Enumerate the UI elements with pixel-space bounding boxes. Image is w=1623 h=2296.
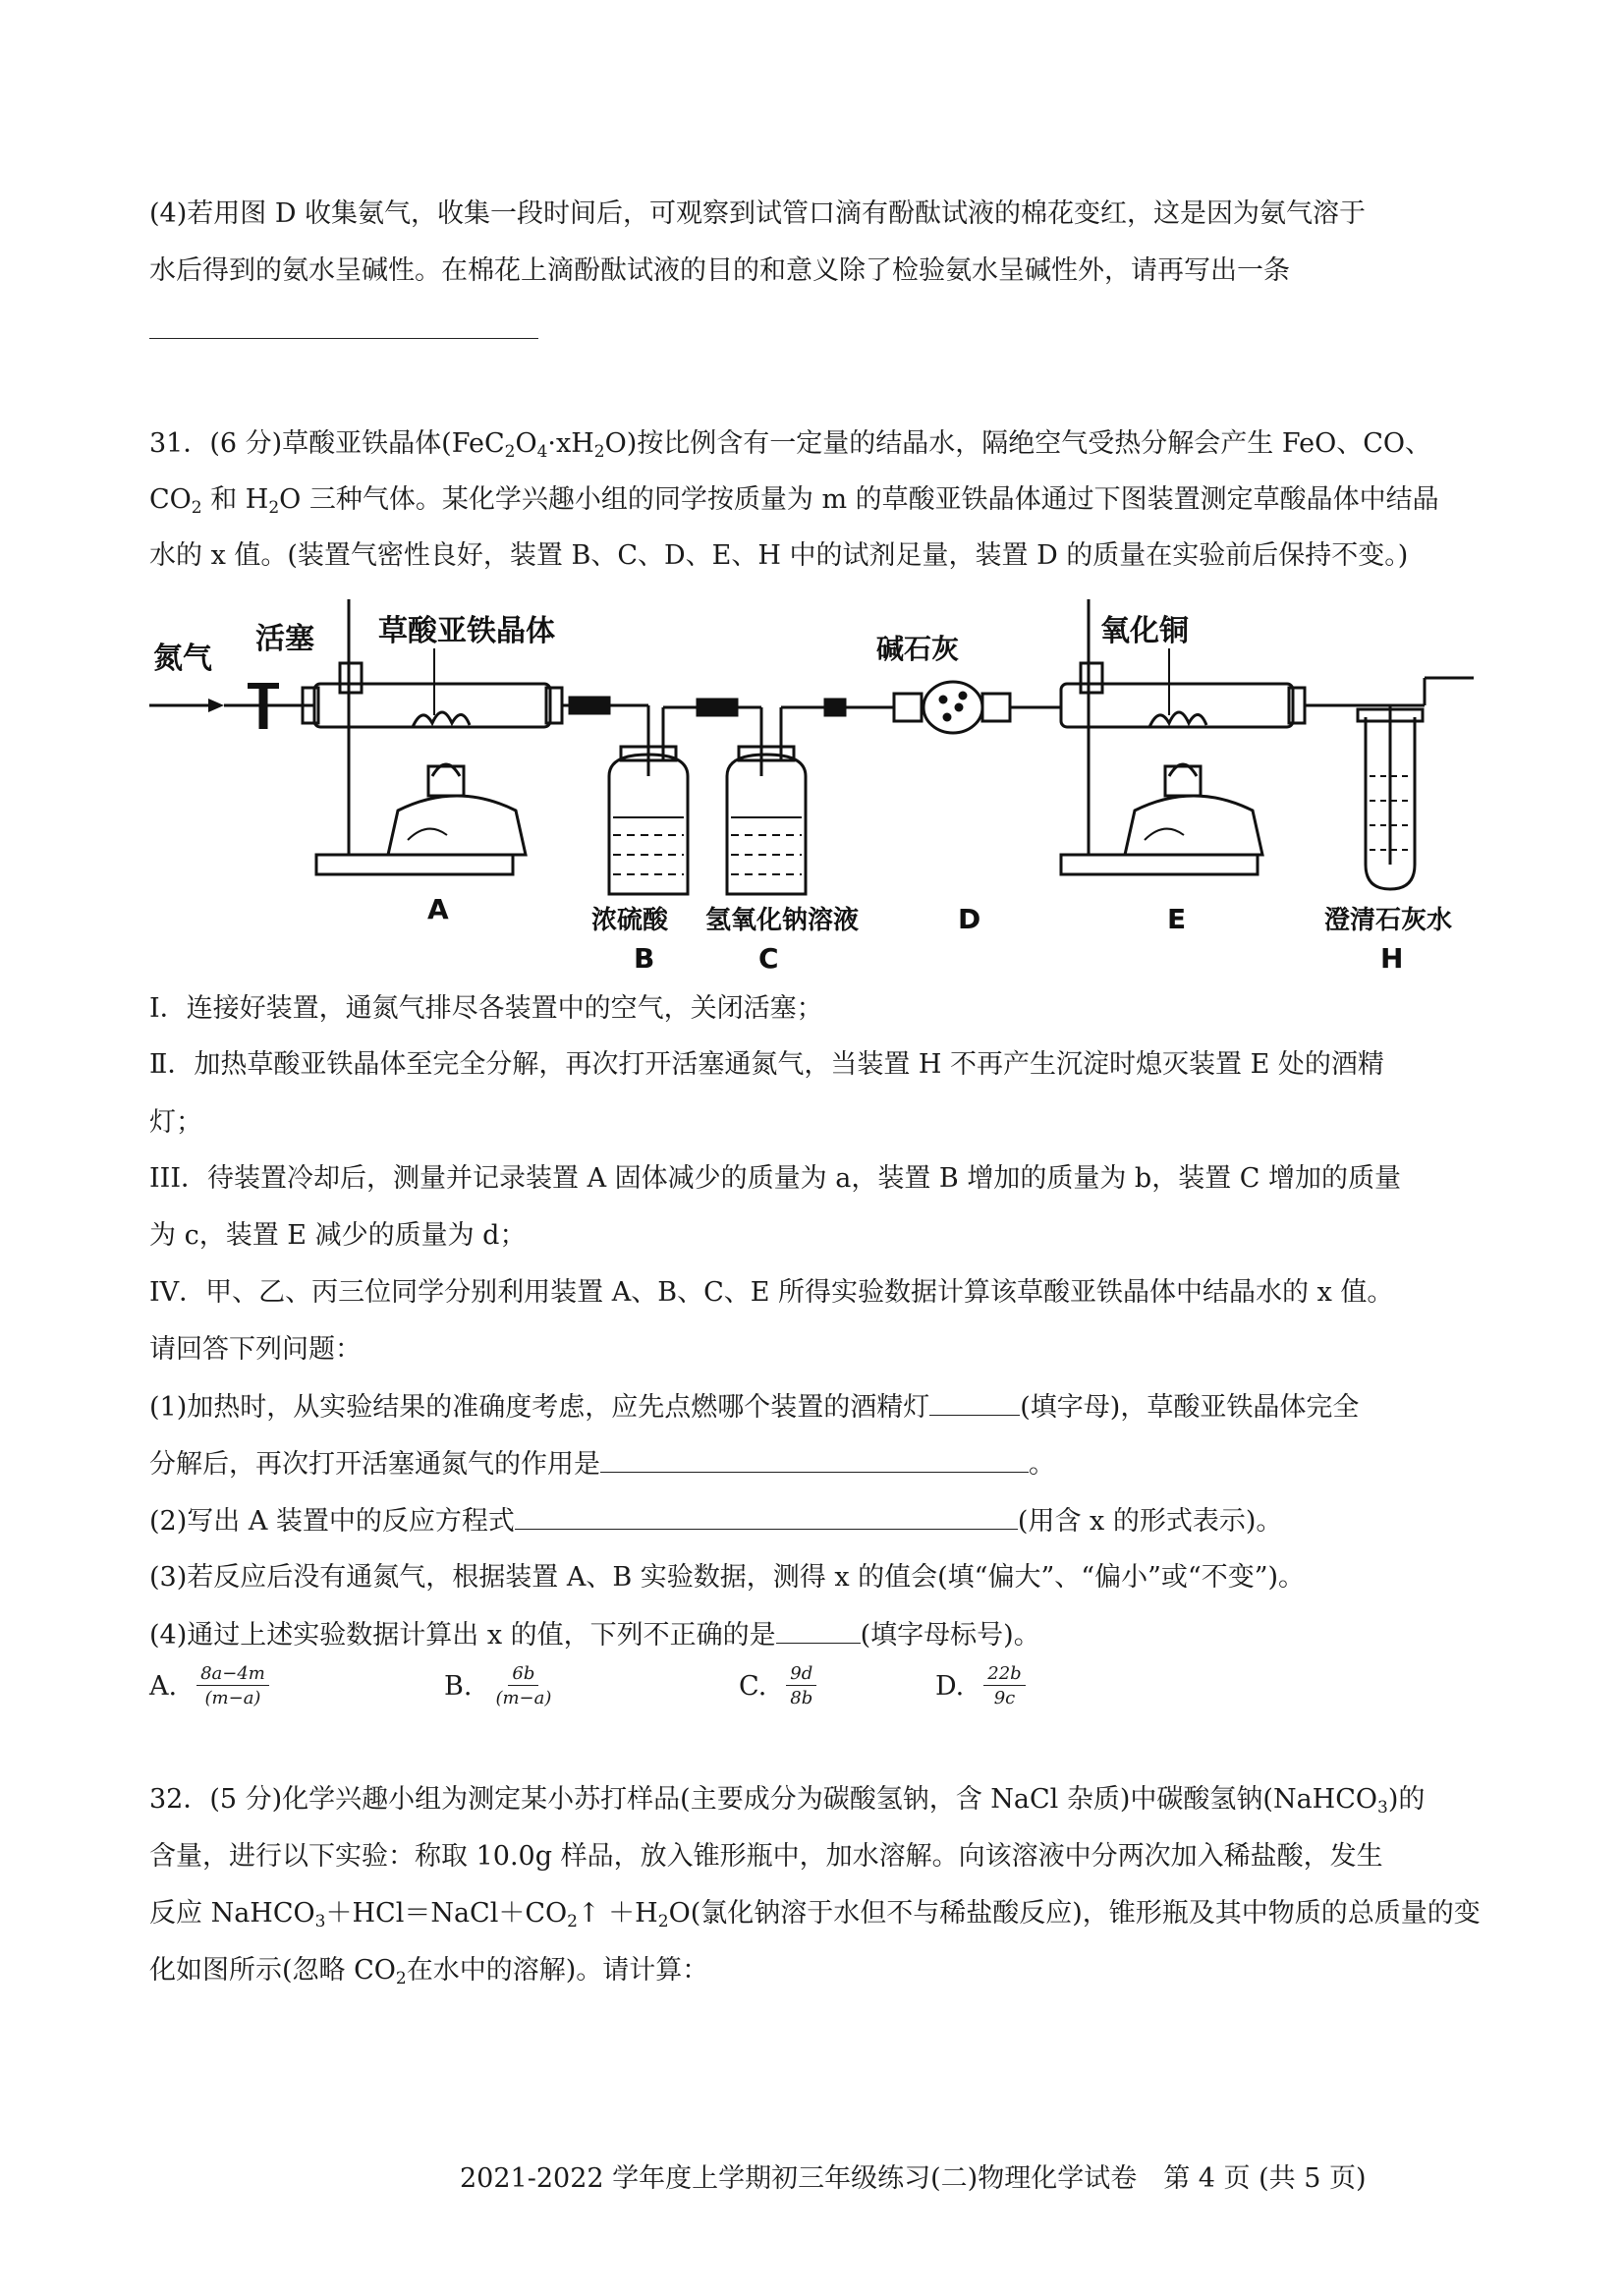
option-a[interactable]: A. $\frac{8a-4m}{(m-a)}$ — [149, 1663, 269, 1708]
option-d-fraction: $\frac{22b}{9c}$ — [983, 1663, 1025, 1708]
option-b-fraction: $\frac{6b}{(m-a)}$ — [495, 1663, 552, 1708]
q31-intro-line3: 水的 x 值。(装置气密性良好，装置 B、C、D、E、H 中的试剂足量，装置 D 的质量在实验前后保持不变。) — [149, 540, 1409, 571]
q31-step4: IV．甲、乙、丙三位同学分别利用装置 A、B、C、E 所得实验数据计算该草酸亚铁晶体中结晶水的 x 值。 — [149, 1277, 1394, 1308]
label-A: A — [427, 893, 449, 925]
option-b[interactable]: B. $\frac{6b}{(m-a)}$ — [444, 1663, 555, 1708]
q30-part4-line1: (4)若用图 D 收集氨气，收集一段时间后，可观察到试管口滴有酚酞试液的棉花变红，这是因为氨气溶于 — [149, 198, 1367, 229]
q31-part2-blank[interactable] — [515, 1507, 1018, 1530]
label-naoh: 氢氧化钠溶液 — [705, 906, 860, 935]
option-c-fraction: $\frac{9d}{8b}$ — [786, 1663, 816, 1708]
q32-line3: 反应 $NaHCO_3+HCl=NaCl+CO_2↑ +H_2O$(氯化钠溶于水但不与稀盐酸反应)，锥形瓶及其中物质的总质量的变 — [149, 1898, 1481, 1932]
q30-answer-blank[interactable] — [149, 316, 538, 344]
label-H: H — [1380, 942, 1404, 973]
q31-intro-line2: $CO_2$ 和 $H_2O$ 三种气体。某化学兴趣小组的同学按质量为 m 的草酸亚铁晶体通过下图装置测定草酸晶体中结晶 — [149, 484, 1439, 518]
q31-part2: (2)写出 A 装置中的反应方程式 (用含 x 的形式表示)。 — [149, 1506, 1283, 1537]
apparatus-diagram — [147, 589, 1483, 973]
q31-part1-line1: (1)加热时，从实验结果的准确度考虑，应先点燃哪个装置的酒精灯 (填字母)，草酸亚铁晶体完全 — [149, 1392, 1360, 1423]
q32-line1: 32．(5 分)化学兴趣小组为测定某小苏打样品(主要成分为碳酸氢钠，含 NaCl 杂质)中碳酸氢钠(NaHCO$_3$)的 — [149, 1784, 1426, 1818]
q31-part4: (4)通过上述实验数据计算出 x 的值，下列不正确的是 (填字母标号)。 — [149, 1620, 1040, 1651]
q32-line4: 化如图所示(忽略 $CO_2$在水中的溶解)。请计算： — [149, 1955, 709, 1988]
label-limewater: 澄清石灰水 — [1324, 906, 1453, 935]
option-c[interactable]: C. $\frac{9d}{8b}$ — [739, 1663, 816, 1708]
label-D: D — [958, 903, 981, 935]
q31-part1-line2: 分解后，再次打开活塞通氮气的作用是 。 — [149, 1449, 1055, 1480]
label-stopcock: 活塞 — [255, 622, 314, 656]
label-E: E — [1167, 903, 1187, 935]
q32-line2: 含量，进行以下实验：称取 10.0g 样品，放入锥形瓶中，加水溶解。向该溶液中分两次加入稀盐酸，发生 — [149, 1841, 1383, 1872]
q31-part3: (3)若反应后没有通氮气，根据装置 A、B 实验数据，测得 x 的值会(填“偏大”、“偏小”或“不变”)。 — [149, 1562, 1306, 1593]
q31-step1: Ⅰ．连接好装置，通氮气排尽各装置中的空气，关闭活塞； — [149, 993, 823, 1024]
label-cuo: 氧化铜 — [1100, 614, 1189, 648]
label-C: C — [758, 942, 779, 973]
label-B: B — [634, 942, 655, 973]
q31-step2-line1: Ⅱ．加热草酸亚铁晶体至完全分解，再次打开活塞通氮气，当装置 H 不再产生沉淀时熄灭装置 E 处的酒精 — [149, 1049, 1384, 1080]
label-sodalime: 碱石灰 — [876, 633, 960, 665]
q31-ask: 请回答下列问题： — [149, 1334, 362, 1365]
q30-part4-line2: 水后得到的氨水呈碱性。在棉花上滴酚酞试液的目的和意义除了检验氨水呈碱性外，请再写出一条 — [149, 255, 1290, 286]
q31-part4-blank[interactable] — [776, 1621, 861, 1644]
q31-intro-line1: 31．(6 分)草酸亚铁晶体$(FeC_2O_4\cdot xH_2O)$按比例含有一定量的结晶水，隔绝空气受热分解会产生 FeO、CO、 — [149, 428, 1432, 462]
q31-step2-line2: 灯； — [149, 1107, 202, 1138]
q31-part1-blank1[interactable] — [929, 1393, 1020, 1416]
q31-part1-blank2[interactable] — [600, 1450, 1029, 1473]
q31-step3-line1: III．待装置冷却后，测量并记录装置 A 固体减少的质量为 a，装置 B 增加的质量为 b，装置 C 增加的质量 — [149, 1163, 1402, 1194]
label-acid: 浓硫酸 — [591, 906, 669, 935]
option-d[interactable]: D. $\frac{22b}{9c}$ — [935, 1663, 1026, 1708]
label-crystal: 草酸亚铁晶体 — [378, 614, 555, 648]
q31-step3-line2: 为 c，装置 E 减少的质量为 d； — [149, 1220, 527, 1251]
label-nitrogen: 氮气 — [153, 642, 212, 676]
option-a-fraction: $\frac{8a-4m}{(m-a)}$ — [196, 1663, 269, 1708]
page-footer: 2021-2022 学年度上学期初三年级练习(二)物理化学试卷 第 4 页 (共 5 页) — [460, 2163, 1367, 2194]
